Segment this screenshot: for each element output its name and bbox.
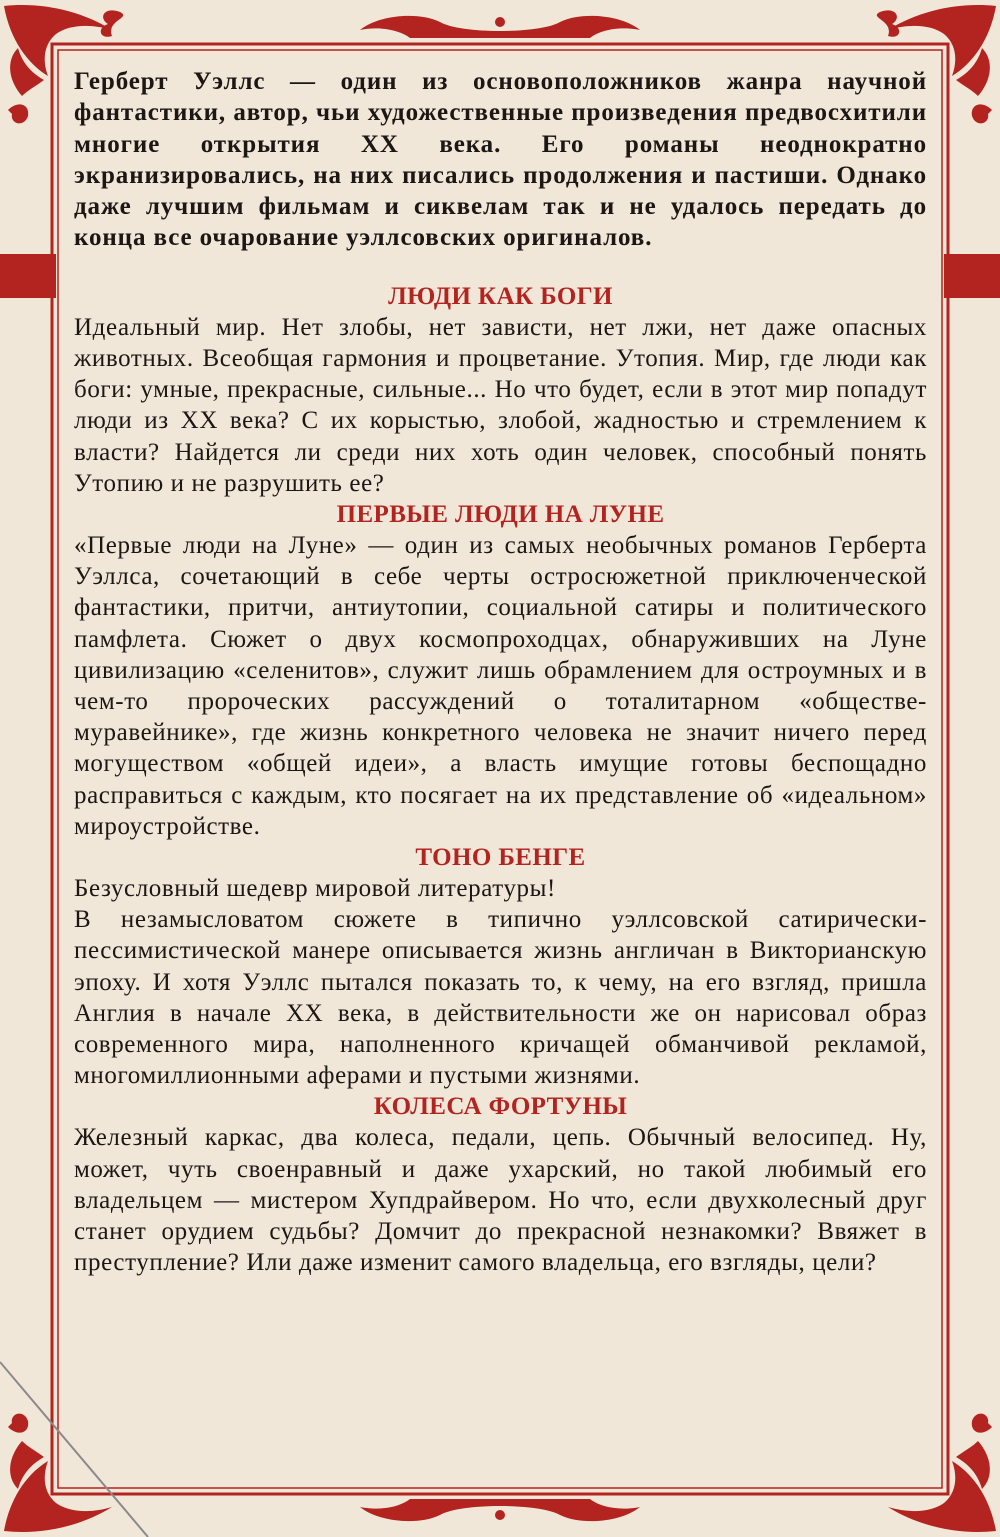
left-red-band xyxy=(0,254,56,298)
section-paragraph: Идеальный мир. Нет злобы, нет зависти, нет лжи, нет даже опасных животных. Всеобщая гармония и процветание. Утопия. Мир, где люди как боги: умные, прекрасные, сильные... Но что будет, если в этот мир попадут люди из XX века? С их корыстью, злобой, жадностью и стремлением к власти? Найдется ли среди них хоть один человек, способный понять Утопию и не разрушить ее? xyxy=(74,313,927,497)
intro-paragraph: Герберт Уэллс — один из основоположников жанра научной фантастики, автор, чьи художественные произведения предвосхитили многие открытия XX века. Его романы неоднократно экранизировались, на них писались продолжения и пастиши. Однако даже лучшим фильмам и сиквелам так и не удалось передать до конца все очарование уэллсовских оригиналов. xyxy=(74,68,927,252)
text-column xyxy=(74,66,927,1278)
section-heading-kolesa-fortuny: КОЛЕСА ФОРТУНЫ xyxy=(373,1093,628,1121)
section-paragraph: «Первые люди на Луне» — один из самых необычных романов Герберта Уэллса, сочетающий в себе черты остросюжетной приключенческой фантастики, притчи, антиутопии, социальной сатиры и политического памфлета. Сюжет о двух космопроходцах, обнаруживших на Луне цивилизацию «селенитов», служит лишь обрамлением для остроумных и в чем-то пророческих рассуждений о тоталитарном «обществе-муравейнике», где жизнь конкретного человека не значит ничего перед могуществом «общей идеи», а власть имущие готовы беспощадно расправиться с каждым, кто посягает на их представление об «идеальном» мироустройстве. xyxy=(74,532,927,840)
section-heading-tono-benge: ТОНО БЕНГЕ xyxy=(415,844,586,872)
section-paragraph: Железный каркас, два колеса, педали, цепь. Обычный велосипед. Ну, может, чуть своенравный и даже ухарский, но такой любимый его владельцем — мистером Хупдрайвером. Но что, если двухколесный друг станет орудием судьбы? Домчит до прекрасной незнакомки? Ввяжет в преступление? Или даже изменит самого владельца, его взгляды, цели? xyxy=(74,1124,927,1277)
right-red-band xyxy=(944,254,1000,298)
section-heading-ljudi-kak-bogi: ЛЮДИ КАК БОГИ xyxy=(388,282,613,310)
section-heading-pervye-ljudi-na-lune: ПЕРВЫЕ ЛЮДИ НА ЛУНЕ xyxy=(336,501,665,528)
section-paragraph: Безусловный шедевр мировой литературы! xyxy=(74,875,556,903)
section-paragraph: В незамысловатом сюжете в типично уэллсовской сатирически-пессимистической манере описывается жизнь англичан в Викторианскую эпоху. И хотя Уэллс пытался показать то, к чему, на его взгляд, пришла Англия в начале XX века, в действительности же он нарисовал образ современного мира, наполненного кричащей обманчивой рекламой, многомиллионными аферами и пустыми жизнями. xyxy=(74,906,927,1090)
